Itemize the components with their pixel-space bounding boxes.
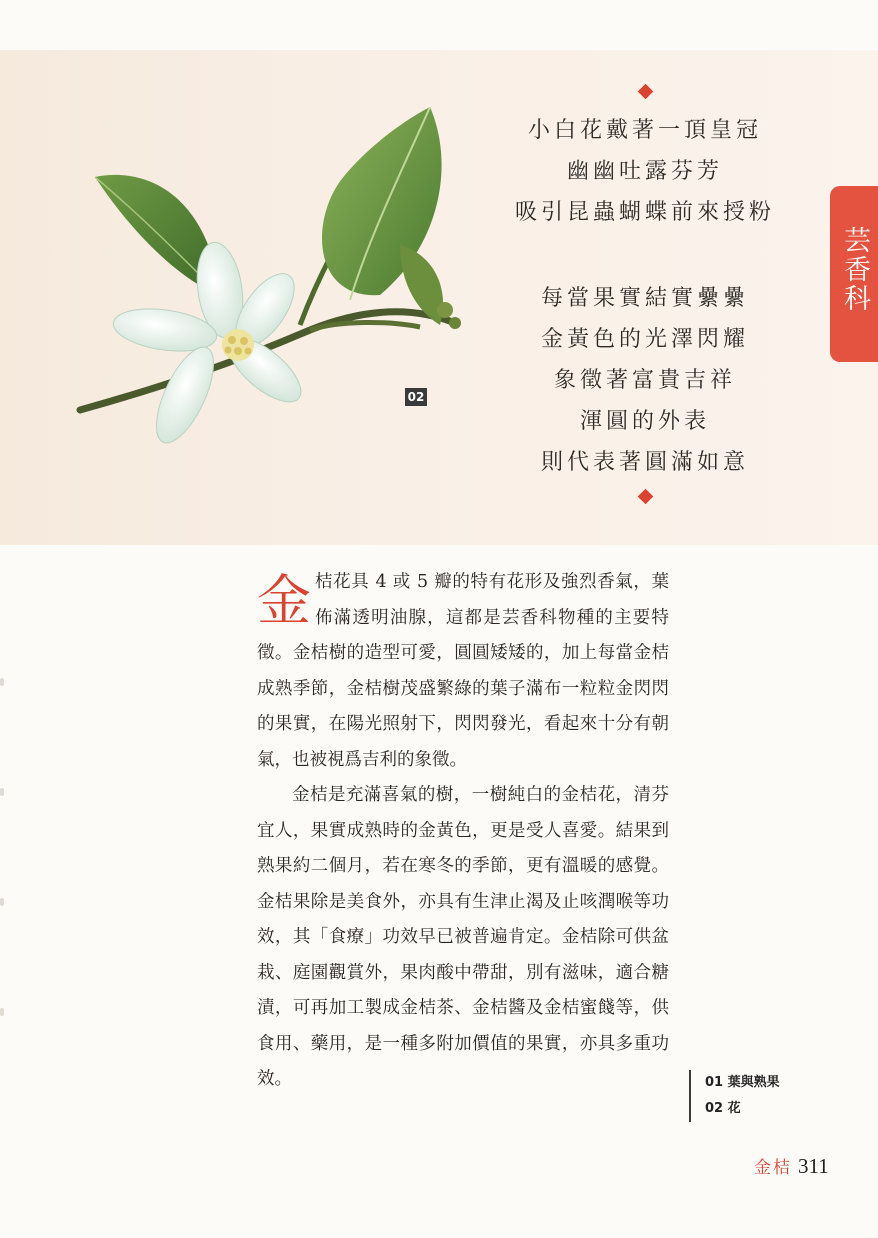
poem-line: 小白花戴著一頂皇冠 (527, 118, 762, 143)
poem-line: 則代表著圓滿如意 (540, 450, 749, 475)
running-title: 金桔 (754, 1158, 792, 1178)
drop-cap: 金 (257, 569, 311, 632)
scan-edge-mark (0, 788, 4, 796)
paragraph-1-text: 桔花具 4 或 5 瓣的特有花形及強烈香氣，葉佈滿透明油腺，這都是芸香科物種的主要特徵。金桔樹的造型可愛，圓圓矮矮的，加上每當金桔成熟季節，金桔樹茂盛繁綠的葉子滿布一粒粒金閃閃的果實，在陽光照射下，閃閃發光，看起來十分有朝氣，也被視爲吉利的象徵。 (257, 572, 669, 770)
poem-line: 渾圓的外表 (579, 409, 710, 434)
figure-captions (689, 1070, 780, 1122)
article-body (257, 565, 669, 1098)
poem-line: 金黃色的光澤閃耀 (540, 327, 749, 352)
chapter-side-tab-label: 芸香科 (839, 226, 870, 313)
poem-line: 幽幽吐露芬芳 (566, 159, 723, 184)
scan-edge-mark (0, 1008, 4, 1016)
paragraph-2: 金桔是充滿喜氣的樹，一樹純白的金桔花，清芬宜人，果實成熟時的金黃色，更是受人喜愛。結果到熟果約二個月，若在寒冬的季節，更有溫暖的感覺。金桔果除是美食外，亦具有生津止渴及止咳潤喉等功效，其「食療」功效早已被普遍肯定。金桔除可供盆栽、庭園觀賞外，果肉酸中帶甜，別有滋味，適合糖漬，可再加工製成金桔茶、金桔醬及金桔蜜餞等，供食用、藥用，是一種多附加價值的果實，亦具多重功效。 (257, 785, 669, 1089)
kumquat-flower-illustration (60, 95, 500, 475)
scan-edge-mark (0, 898, 4, 906)
chapter-side-tab[interactable] (830, 186, 878, 362)
caption-item: 01 葉與熟果 (705, 1075, 780, 1090)
page-number: 311 (798, 1154, 829, 1178)
poem-line: 象徵著富貴吉祥 (553, 368, 736, 393)
scan-edge-mark (0, 678, 4, 686)
poem-line: 吸引昆蟲蝴蝶前來授粉 (514, 200, 775, 225)
caption-item: 02 花 (705, 1101, 741, 1116)
poem (490, 110, 800, 483)
paragraph-1 (257, 565, 669, 778)
photo-number-label: 02 (405, 388, 427, 406)
page-footer (754, 1153, 829, 1179)
poem-line: 每當果實結實纍纍 (540, 286, 749, 311)
